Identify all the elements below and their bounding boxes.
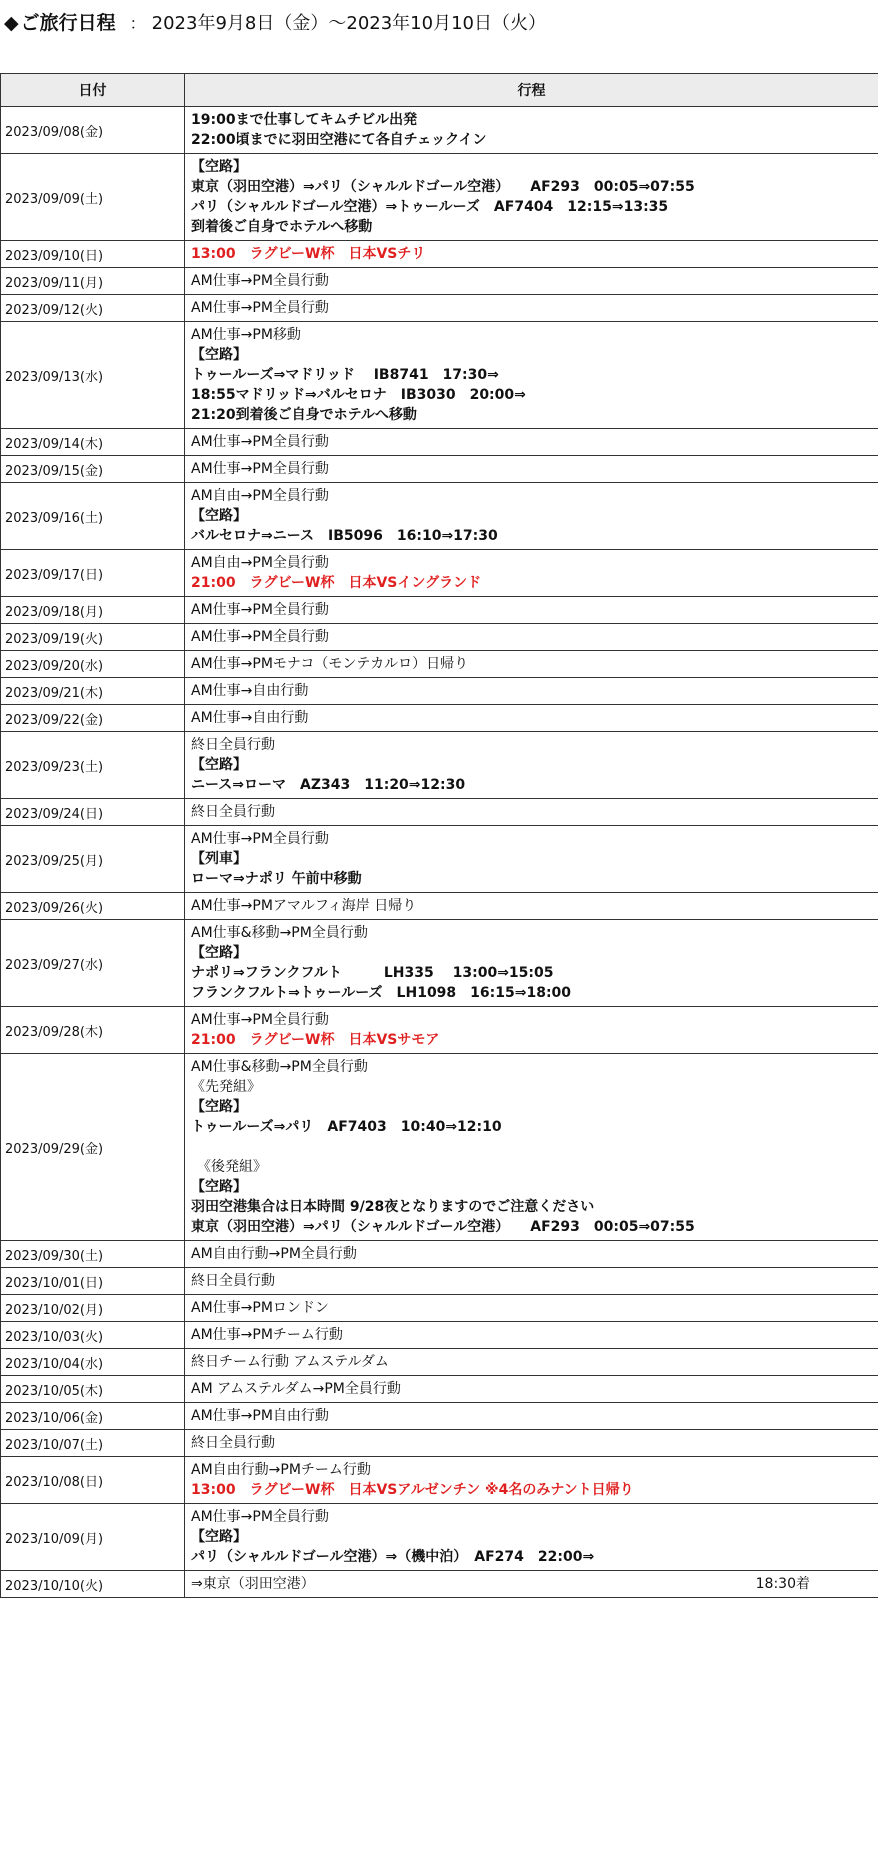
row-date: 2023/10/04(水) [1,1349,185,1376]
table-row [1,1403,878,1430]
schedule-line: AM仕事→PM自由行動 [191,1408,329,1424]
schedule-line: 19:00まで仕事してキムチビル出発 [191,112,418,128]
schedule-line: バルセロナ⇒ニース IB5096 16:10⇒17:30 [191,528,498,544]
table-row [1,1295,878,1322]
schedule-line: 《先発組》 [191,1079,261,1095]
itinerary-header [4,8,546,38]
schedule-line: AM仕事→PM移動 [191,327,301,343]
table-row [1,893,878,920]
table-row [1,429,878,456]
table-row [1,1457,878,1504]
row-schedule [185,1504,878,1571]
row-date: 2023/10/06(金) [1,1403,185,1430]
schedule-line: 【空路】 [191,1179,247,1195]
schedule-line: AM仕事→PMアマルフィ海岸 日帰り [191,898,417,914]
row-schedule [185,483,878,550]
table-row [1,295,878,322]
table-row [1,1571,878,1598]
row-schedule [185,893,878,920]
row-date: 2023/09/14(木) [1,429,185,456]
line-spacer [191,1137,874,1157]
row-date: 2023/10/07(土) [1,1430,185,1457]
row-schedule [185,429,878,456]
row-schedule [185,154,878,241]
date-column-header: 日付 [1,74,185,107]
row-date: 2023/10/05(木) [1,1376,185,1403]
itinerary-title: ご旅行日程 [20,12,116,34]
schedule-line: 終日全員行動 [191,1435,275,1451]
schedule-line: AM仕事→PM全員行動 [191,273,329,289]
schedule-line: フランクフルト⇒トゥールーズ LH1098 16:15⇒18:00 [191,985,572,1001]
schedule-line: 【空路】 [191,945,247,961]
row-schedule [185,705,878,732]
travel-date-range: 2023年9月8日（金）～2023年10月10日（火） [151,13,546,34]
schedule-line: AM仕事→PM全員行動 [191,434,329,450]
row-date: 2023/09/09(土) [1,154,185,241]
row-schedule [185,1403,878,1430]
schedule-line: 終日全員行動 [191,804,275,820]
row-schedule [185,624,878,651]
row-schedule [185,732,878,799]
schedule-line: 終日全員行動 [191,1273,275,1289]
schedule-line: AM仕事&移動→PM全員行動 [191,925,368,941]
itinerary-table [0,73,878,1598]
row-date: 2023/09/16(土) [1,483,185,550]
schedule-line: パリ（シャルルドゴール空港）⇒（機中泊） AF274 22:00⇒ [191,1549,595,1565]
schedule-line: AM自由行動→PMチーム行動 [191,1462,371,1478]
table-row [1,268,878,295]
table-row [1,1268,878,1295]
table-row [1,456,878,483]
schedule-line: AM仕事→PM全員行動 [191,831,329,847]
schedule-line: AM仕事→PMチーム行動 [191,1327,343,1343]
row-schedule [185,1430,878,1457]
row-date: 2023/09/15(金) [1,456,185,483]
table-row [1,550,878,597]
schedule-line: 【空路】 [191,1099,247,1115]
schedule-line: 終日全員行動 [191,737,275,753]
row-date: 2023/09/26(火) [1,893,185,920]
row-date: 2023/09/24(日) [1,799,185,826]
row-schedule [185,1054,878,1241]
table-row [1,1241,878,1268]
table-row [1,799,878,826]
diamond-bullet-icon: ◆ [4,12,19,34]
schedule-line: トゥールーズ⇒パリ AF7403 10:40⇒12:10 [191,1119,502,1135]
row-schedule [185,456,878,483]
table-row [1,483,878,550]
schedule-line: AM仕事→PM全員行動 [191,629,329,645]
table-row [1,1349,878,1376]
schedule-line: AM仕事→PM全員行動 [191,602,329,618]
table-row [1,107,878,154]
schedule-line: 22:00頃までに羽田空港にて各自チェックイン [191,132,487,148]
row-date: 2023/09/25(月) [1,826,185,893]
row-date: 2023/09/23(土) [1,732,185,799]
row-schedule [185,107,878,154]
plan-column-header: 行程 [185,74,878,107]
row-date: 2023/09/11(月) [1,268,185,295]
row-date: 2023/09/20(水) [1,651,185,678]
row-schedule [185,1322,878,1349]
schedule-line: AM アムステルダム→PM全員行動 [191,1381,401,1397]
schedule-line: 21:20到着後ご自身でホテルへ移動 [191,407,417,423]
schedule-line: AM自由→PM全員行動 [191,555,329,571]
schedule-line: AM仕事→自由行動 [191,683,309,699]
schedule-line: 【空路】 [191,757,247,773]
schedule-line: 【空路】 [191,508,247,524]
schedule-line: 18:55マドリッド⇒バルセロナ IB3030 20:00⇒ [191,387,526,403]
schedule-line: AM仕事→自由行動 [191,710,309,726]
table-row [1,705,878,732]
rugby-match-line: 13:00 ラグビーW杯 日本VSアルゼンチン ※4名のみナント日帰り [191,1482,634,1498]
row-schedule [185,678,878,705]
table-row [1,1430,878,1457]
row-date: 2023/09/17(日) [1,550,185,597]
schedule-line: AM仕事&移動→PM全員行動 [191,1059,368,1075]
arrival-place: ⇒東京（羽田空港） [191,1576,315,1592]
table-header-row [1,74,878,107]
schedule-line: 《後発組》 [197,1159,267,1175]
row-schedule [185,1268,878,1295]
schedule-line: パリ（シャルルドゴール空港）⇒トゥールーズ AF7404 12:15⇒13:35 [191,199,669,215]
row-date: 2023/10/03(火) [1,1322,185,1349]
row-schedule [185,920,878,1007]
table-row [1,1054,878,1241]
title-separator: ： [129,14,146,33]
schedule-line: AM自由→PM全員行動 [191,488,329,504]
table-row [1,1376,878,1403]
row-schedule [185,1349,878,1376]
row-date: 2023/09/29(金) [1,1054,185,1241]
schedule-line: ナポリ⇒フランクフルト LH335 13:00⇒15:05 [191,965,554,981]
row-date: 2023/09/18(月) [1,597,185,624]
schedule-line: AM仕事→PMモナコ（モンテカルロ）日帰り [191,656,469,672]
row-schedule [185,1457,878,1504]
row-schedule [185,1007,878,1054]
rugby-match-line: 21:00 ラグビーW杯 日本VSサモア [191,1032,440,1048]
schedule-line: AM仕事→PM全員行動 [191,300,329,316]
table-row [1,154,878,241]
row-schedule [185,597,878,624]
row-schedule [185,550,878,597]
row-schedule [185,322,878,429]
row-schedule [185,295,878,322]
table-row [1,1322,878,1349]
row-date: 2023/09/12(火) [1,295,185,322]
schedule-line: 東京（羽田空港）⇒パリ（シャルルドゴール空港） AF293 00:05⇒07:55 [191,179,695,195]
table-row [1,651,878,678]
row-schedule [185,1295,878,1322]
row-date: 2023/09/28(木) [1,1007,185,1054]
row-schedule [185,826,878,893]
row-schedule [185,651,878,678]
row-date: 2023/09/21(木) [1,678,185,705]
rugby-match-line: 21:00 ラグビーW杯 日本VSイングランド [191,575,482,591]
table-row [1,624,878,651]
row-date: 2023/10/02(月) [1,1295,185,1322]
table-row [1,920,878,1007]
row-schedule [185,241,878,268]
arrival-time: 18:30着 [755,1576,810,1592]
rugby-match-line: 13:00 ラグビーW杯 日本VSチリ [191,246,426,262]
row-schedule [185,268,878,295]
schedule-line: AM仕事→PM全員行動 [191,461,329,477]
table-row [1,1007,878,1054]
table-row [1,826,878,893]
schedule-line: 【空路】 [191,159,247,175]
row-date: 2023/09/08(金) [1,107,185,154]
row-schedule [185,1241,878,1268]
schedule-line: 終日チーム行動 アムステルダム [191,1354,389,1370]
schedule-line: 【列車】 [191,851,247,867]
row-date: 2023/09/22(金) [1,705,185,732]
row-schedule [185,799,878,826]
schedule-line: 到着後ご自身でホテルへ移動 [191,219,373,235]
row-date: 2023/10/01(日) [1,1268,185,1295]
schedule-line: ニース⇒ローマ AZ343 11:20⇒12:30 [191,777,466,793]
row-date: 2023/09/27(水) [1,920,185,1007]
schedule-line: 【空路】 [191,1529,247,1545]
row-date: 2023/09/19(火) [1,624,185,651]
table-row [1,241,878,268]
table-row [1,322,878,429]
table-row [1,732,878,799]
schedule-line [191,1574,874,1594]
row-date: 2023/10/08(日) [1,1457,185,1504]
schedule-line: AM仕事→PMロンドン [191,1300,329,1316]
table-row [1,1504,878,1571]
schedule-line: 羽田空港集合は日本時間 9/28夜となりますのでご注意ください [191,1199,595,1215]
schedule-line: AM仕事→PM全員行動 [191,1012,329,1028]
row-schedule [185,1376,878,1403]
table-row [1,597,878,624]
row-date: 2023/10/09(月) [1,1504,185,1571]
table-row [1,678,878,705]
row-date: 2023/10/10(火) [1,1571,185,1598]
row-date: 2023/09/10(日) [1,241,185,268]
row-date: 2023/09/30(土) [1,1241,185,1268]
schedule-line: ローマ⇒ナポリ 午前中移動 [191,871,362,887]
schedule-line: 東京（羽田空港）⇒パリ（シャルルドゴール空港） AF293 00:05⇒07:55 [191,1219,695,1235]
itinerary-rows [1,107,878,1598]
schedule-line: トゥールーズ⇒マドリッド IB8741 17:30⇒ [191,367,499,383]
row-date: 2023/09/13(水) [1,322,185,429]
schedule-line: AM自由行動→PM全員行動 [191,1246,357,1262]
row-schedule [185,1571,878,1598]
schedule-line: 【空路】 [191,347,247,363]
schedule-line: AM仕事→PM全員行動 [191,1509,329,1525]
